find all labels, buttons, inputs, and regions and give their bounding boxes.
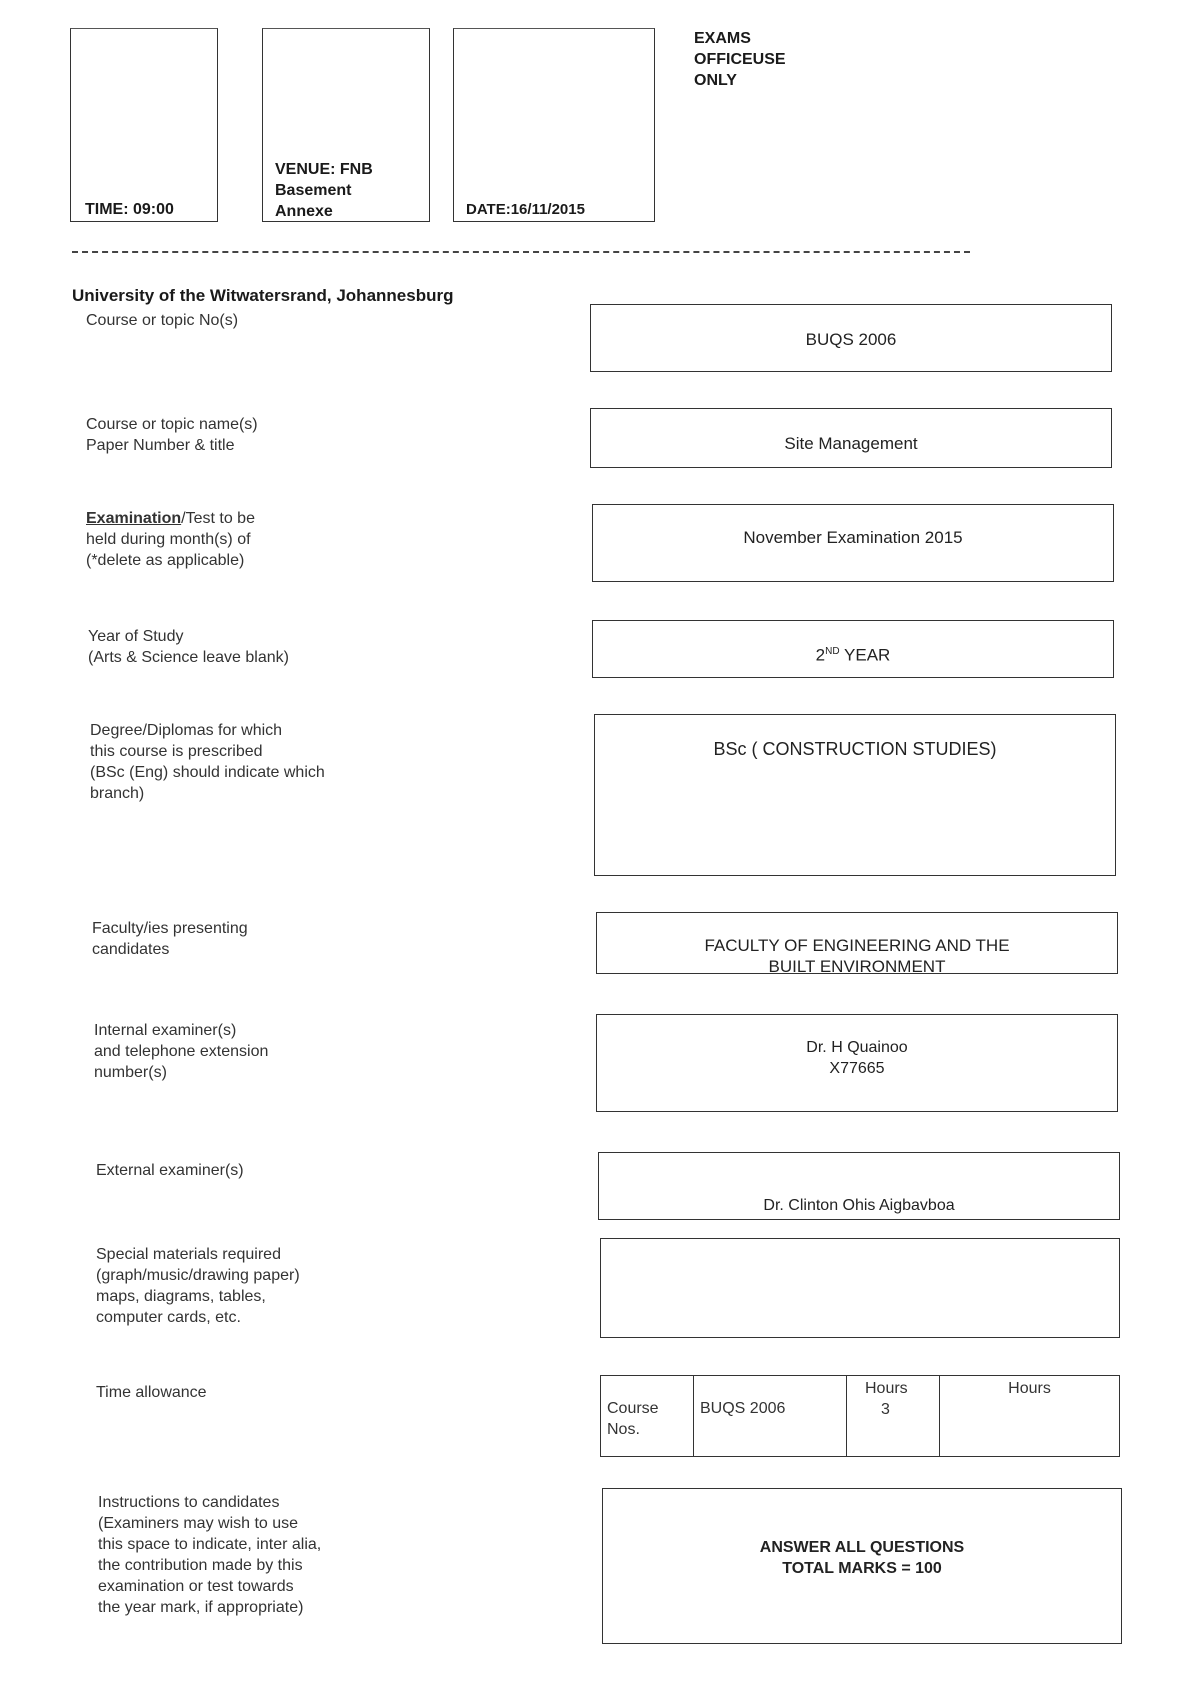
date-text: DATE:16/11/2015: [466, 201, 585, 218]
time-allowance-course-nos-header: Course Nos.: [601, 1376, 694, 1457]
course-name-value: Site Management: [784, 434, 918, 453]
time-box: [70, 28, 218, 222]
time-allowance-hours-cell: [847, 1376, 940, 1457]
year-number: 2: [815, 645, 826, 665]
time-allowance-hours-value: 3: [881, 1401, 890, 1418]
date-box: [453, 28, 655, 222]
separator-line: [72, 251, 970, 253]
instructions-box: [602, 1488, 1122, 1644]
year-of-study-value: [593, 641, 1113, 666]
faculty-label: Faculty/ies presenting candidates: [92, 920, 248, 958]
faculty-value-line2: BUILT ENVIRONMENT: [768, 957, 946, 976]
time-allowance-label: Time allowance: [96, 1384, 207, 1401]
external-examiner-value: Dr. Clinton Ohis Aigbavboa: [763, 1197, 955, 1214]
course-name-box: [590, 408, 1112, 468]
university-name: University of the Witwatersrand, Johannesburg: [72, 286, 454, 305]
instructions-value-line2: TOTAL MARKS = 100: [782, 1560, 942, 1577]
degree-box: [594, 714, 1116, 876]
course-no-box: [590, 304, 1112, 372]
venue-box: [262, 28, 430, 222]
time-allowance-hours-header: Hours: [865, 1380, 908, 1397]
degree-label: Degree/Diplomas for which this course is prescribed (BSc (Eng) should indicate which branch): [90, 722, 325, 802]
faculty-value-line1: FACULTY OF ENGINEERING AND THE: [704, 936, 1010, 955]
exam-month-label-rest: /Test to be held during month(s) of (*delete as applicable): [86, 510, 255, 569]
internal-examiner-label: Internal examiner(s) and telephone extension number(s): [94, 1022, 269, 1081]
exam-month-box: [592, 504, 1114, 582]
course-no-label: Course or topic No(s): [86, 312, 239, 329]
special-materials-label: Special materials required (graph/music/drawing paper) maps, diagrams, tables, computer cards, etc.: [96, 1246, 300, 1326]
course-name-label: Course or topic name(s) Paper Number & title: [86, 416, 258, 454]
exam-month-label: [86, 508, 255, 571]
external-examiner-label: External examiner(s): [96, 1162, 244, 1179]
instructions-label: Instructions to candidates (Examiners may wish to use this space to indicate, inter alia, the contribution made by this examination or test towards the year mark, if appropriate): [98, 1494, 322, 1616]
external-examiner-box: [598, 1152, 1120, 1220]
year-of-study-box: [592, 620, 1114, 678]
time-allowance-hours-header-2: Hours: [1008, 1380, 1051, 1397]
degree-value: BSc ( CONSTRUCTION STUDIES): [713, 739, 997, 759]
instructions-value-line1: ANSWER ALL QUESTIONS: [759, 1539, 965, 1556]
internal-examiner-box: [596, 1014, 1118, 1112]
exam-month-value: November Examination 2015: [743, 528, 963, 547]
time-text: TIME: 09:00: [85, 201, 174, 218]
faculty-box: [596, 912, 1118, 974]
course-no-value: BUQS 2006: [805, 330, 897, 349]
venue-text: VENUE: FNB Basement Annexe: [275, 161, 373, 220]
internal-examiner-ext: X77665: [829, 1060, 885, 1077]
office-use-label: EXAMS OFFICEUSE ONLY: [694, 30, 786, 89]
time-allowance-course-code: BUQS 2006: [694, 1376, 847, 1457]
exam-month-label-underlined: Examination: [86, 510, 182, 527]
time-allowance-hours-cell-2: [940, 1376, 1120, 1457]
year-word: YEAR: [839, 645, 891, 665]
year-suffix: ND: [825, 646, 840, 657]
special-materials-box: [600, 1238, 1120, 1338]
year-of-study-label: Year of Study (Arts & Science leave blank): [88, 628, 289, 666]
internal-examiner-name: Dr. H Quainoo: [806, 1039, 908, 1056]
time-allowance-table: [600, 1375, 1120, 1457]
